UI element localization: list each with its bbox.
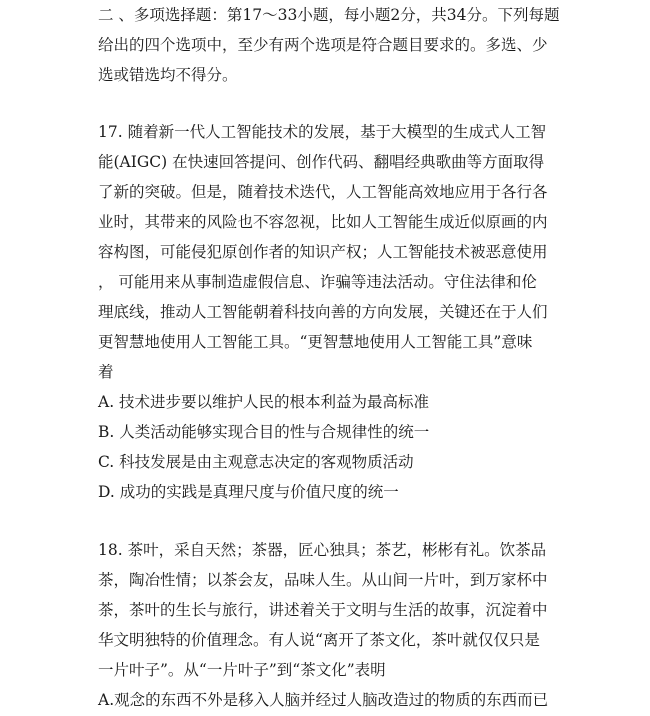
q18-stem-line: 一片叶子”。从“一片叶子”到“茶文化”表明 xyxy=(98,661,386,679)
q17-stem-line: 能(AIGC) 在快速回答提问、创作代码、翻唱经典歌曲等方面取得 xyxy=(98,153,545,171)
q17-stem-line: 容构图，可能侵犯原创作者的知识产权；人工智能技术被恶意使用 xyxy=(98,243,548,261)
q18-stem-line: 18. 茶叶，采自天然；茶器，匠心独具；茶艺，彬彬有礼。饮茶品 xyxy=(98,541,547,559)
q18-option-a: A.观念的东西不外是移入人脑并经过人脑改造过的物质的东西而已 xyxy=(98,691,549,709)
q17-stem-line: 着 xyxy=(98,363,114,381)
q18-stem-line: 华文明独特的价值理念。有人说“离开了茶文化，茶叶就仅仅只是 xyxy=(98,631,540,649)
section-intro-line: 给出的四个选项中，至少有两个选项是符合题目要求的。多选、少 xyxy=(98,36,548,54)
q18-stem-line: 茶，陶冶性情；以茶会友，品味人生。从山间一片叶，到万家杯中 xyxy=(98,571,548,589)
q17-option-a: A. 技术进步要以维护人民的根本利益为最高标准 xyxy=(98,393,430,411)
q17-stem-line: 理底线，推动人工智能朝着科技向善的方向发展，关键还在于人们 xyxy=(98,303,548,321)
section-intro-line: 选或错选均不得分。 xyxy=(98,66,238,84)
q17-stem-line: 了新的突破。但是，随着技术迭代，人工智能高效地应用于各行各 xyxy=(98,183,548,201)
q17-option-b: B. 人类活动能够实现合目的性与合规律性的统一 xyxy=(98,423,430,441)
q18-stem-line: 茶，茶叶的生长与旅行，讲述着关于文明与生活的故事，沉淀着中 xyxy=(98,601,548,619)
q17-stem-line: 更智慧地使用人工智能工具。“更智慧地使用人工智能工具”意味 xyxy=(98,333,533,351)
section-intro-line: 二 、多项选择题：第17～33小题，每小题2分，共34分。下列每题 xyxy=(98,6,560,24)
q17-option-c: C. 科技发展是由主观意志决定的客观物质活动 xyxy=(98,453,414,471)
q17-stem-line: 业时，其带来的风险也不容忽视，比如人工智能生成近似原画的内 xyxy=(98,213,548,231)
q17-option-d: D. 成功的实践是真理尺度与价值尺度的统一 xyxy=(98,483,399,501)
q17-stem-line: ， 可能用来从事制造虚假信息、诈骗等违法活动。守住法律和伦 xyxy=(98,273,537,291)
q17-stem-line: 17. 随着新一代人工智能技术的发展，基于大模型的生成式人工智 xyxy=(98,123,547,141)
